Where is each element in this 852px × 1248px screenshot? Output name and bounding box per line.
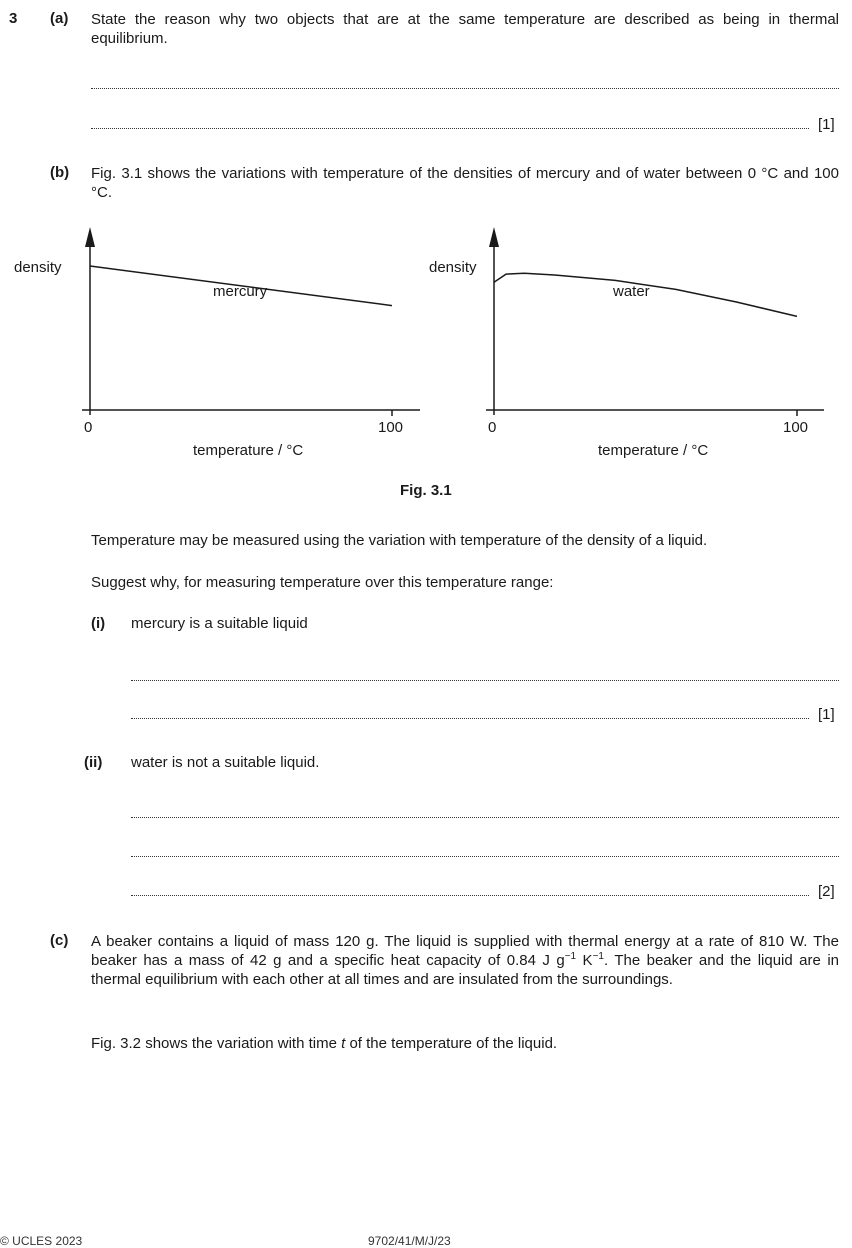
part-b-ii-label: (ii) bbox=[84, 754, 103, 771]
part-b-i-text: mercury is a suitable liquid bbox=[131, 615, 308, 632]
water-series-label: water bbox=[613, 283, 650, 300]
mercury-x-tick-100: 100 bbox=[378, 419, 404, 436]
mercury-x-tick-0: 0 bbox=[84, 419, 93, 436]
answer-line bbox=[131, 718, 809, 719]
part-b-i-label: (i) bbox=[91, 615, 106, 632]
answer-line bbox=[131, 856, 839, 857]
fig-text-post: of the temperature of the liquid. bbox=[345, 1035, 558, 1052]
water-graph bbox=[429, 227, 824, 459]
part-b-text: Fig. 3.1 shows the variations with temperature of the densities of mercury and of water between 0 °C and 100 °C. bbox=[91, 165, 839, 201]
fig-text-pre: Fig. 3.2 shows the variation with time bbox=[91, 1035, 342, 1052]
marks-b-ii: [2] bbox=[818, 883, 835, 900]
water-x-tick-100: 100 bbox=[783, 419, 809, 436]
part-c-mid: K bbox=[576, 952, 593, 969]
part-c-sup2: −1 bbox=[592, 951, 604, 962]
footer-code: 9702/41/M/J/23 bbox=[368, 1234, 451, 1248]
answer-line bbox=[91, 88, 839, 89]
answer-line bbox=[91, 128, 809, 129]
water-y-arrow bbox=[489, 227, 499, 247]
part-a-label: (a) bbox=[50, 10, 69, 27]
part-c-text bbox=[91, 932, 839, 989]
question-number: 3 bbox=[9, 10, 18, 27]
part-c-text-post: . The beaker and the liquid are in thermal equilibrium with each other at all times and are insulated from the surroundings. bbox=[91, 952, 839, 988]
water-x-label: temperature / °C bbox=[598, 442, 709, 459]
part-b-ii-text: water is not a suitable liquid. bbox=[131, 754, 320, 771]
answer-line bbox=[131, 895, 809, 896]
figure-3-1 bbox=[0, 210, 852, 470]
part-c-fig-text bbox=[91, 1034, 557, 1053]
part-b-label: (b) bbox=[50, 164, 70, 181]
part-c-label: (c) bbox=[50, 932, 69, 949]
marks-b-i: [1] bbox=[818, 706, 835, 723]
mercury-series-label: mercury bbox=[213, 283, 268, 300]
answer-line bbox=[131, 680, 839, 681]
answer-line bbox=[131, 817, 839, 818]
fig-text-var: t bbox=[341, 1035, 346, 1052]
part-c-sup1: −1 bbox=[564, 951, 577, 962]
part-c-text-pre: A beaker contains a liquid of mass 120 g. The liquid is supplied with thermal energy at a rate of 810 W. The beaker has a mass of 42 g and a specific heat capacity of 0.84 J g bbox=[91, 933, 839, 969]
part-b-intro2: Suggest why, for measuring temperature over this temperature range: bbox=[91, 574, 554, 591]
marks-a: [1] bbox=[818, 116, 835, 133]
part-a-text: State the reason why two objects that are at the same temperature are described as being in thermal equilibrium. bbox=[91, 11, 839, 47]
mercury-y-arrow bbox=[85, 227, 95, 247]
footer-copyright: © UCLES 2023 bbox=[0, 1234, 83, 1248]
mercury-x-label: temperature / °C bbox=[193, 442, 304, 459]
water-y-label: density bbox=[429, 259, 477, 276]
figure-caption: Fig. 3.1 bbox=[400, 482, 452, 499]
water-x-tick-0: 0 bbox=[488, 419, 497, 436]
mercury-y-label: density bbox=[14, 259, 62, 276]
part-b-intro1: Temperature may be measured using the variation with temperature of the density of a liquid. bbox=[91, 532, 708, 549]
mercury-graph bbox=[14, 227, 420, 459]
